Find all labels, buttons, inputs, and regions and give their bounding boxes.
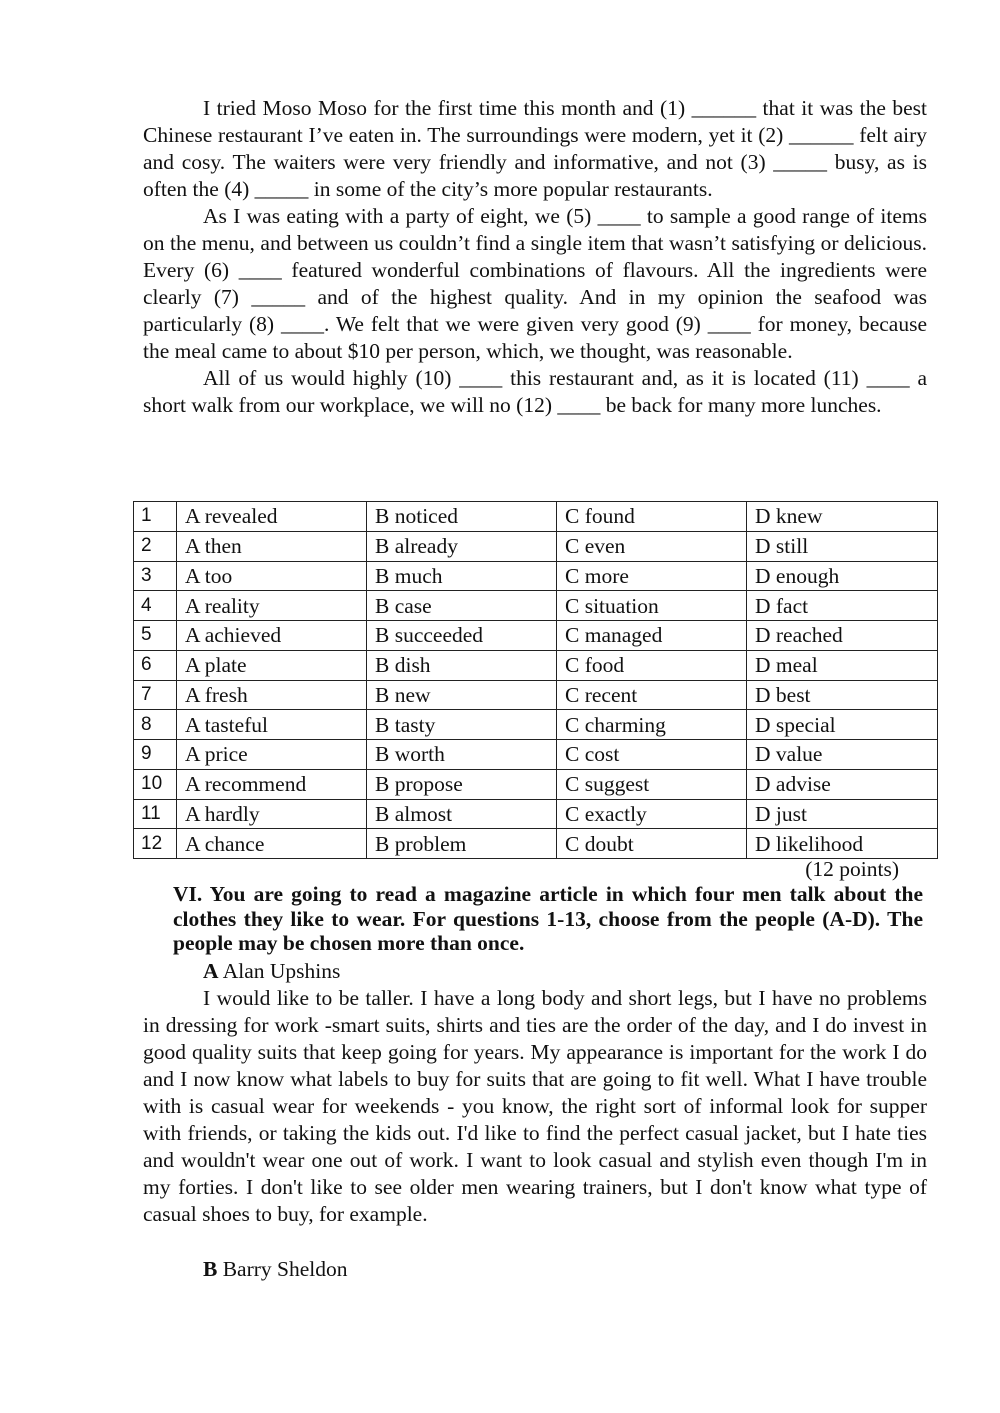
option-b: B tasty	[367, 710, 557, 740]
question-number: 12	[134, 829, 177, 859]
table-row	[134, 591, 938, 621]
option-d: D just	[747, 799, 938, 829]
option-d: D reached	[747, 621, 938, 651]
option-b: B problem	[367, 829, 557, 859]
section-vi-instructions: VI. You are going to read a magazine article in which four men talk about the clothes they like to wear. For questions 1-13, choose from the people (A-D). The people may be chosen more than once.	[173, 882, 923, 955]
cloze-passage	[143, 95, 927, 419]
option-b: B propose	[367, 769, 557, 799]
option-a: A recommend	[177, 769, 367, 799]
option-b: B new	[367, 680, 557, 710]
option-c: C charming	[557, 710, 747, 740]
table-row	[134, 650, 938, 680]
option-b: B already	[367, 531, 557, 561]
option-b: B noticed	[367, 502, 557, 532]
option-c: C food	[557, 650, 747, 680]
option-d: D meal	[747, 650, 938, 680]
table-row	[134, 561, 938, 591]
table-row	[134, 502, 938, 532]
table-row	[134, 740, 938, 770]
option-d: D special	[747, 710, 938, 740]
option-b: B much	[367, 561, 557, 591]
option-a: A revealed	[177, 502, 367, 532]
table-row	[134, 680, 938, 710]
option-c: C managed	[557, 621, 747, 651]
passage-paragraph-3: All of us would highly (10) ____ this restaurant and, as it is located (11) ____ a short walk from our workplace, we will no (12) ____ be back for many more lunches.	[143, 366, 927, 417]
option-a: A hardly	[177, 799, 367, 829]
table-row	[134, 621, 938, 651]
option-c: C recent	[557, 680, 747, 710]
person-a-section	[143, 985, 927, 1228]
passage-paragraph-2: As I was eating with a party of eight, we (5) ____ to sample a good range of items on the menu, and between us couldn’t find a single item that wasn’t satisfying or delicious. Every (6) ____ featured wonderful combinations of flavours. All the ingredients were clearly (7) _____ and of the highest quality. And in my opinion the seafood was particularly (8) ____. We felt that we were given very good (9) ____ for money, because the meal came to about $10 per person, which, we thought, was reasonable.	[143, 204, 927, 363]
option-d: D likelihood	[747, 829, 938, 859]
question-number: 10	[134, 769, 177, 799]
question-number: 3	[134, 561, 177, 591]
option-d: D best	[747, 680, 938, 710]
table-row	[134, 799, 938, 829]
person-a-letter: A	[203, 959, 219, 983]
points-label: (12 points)	[805, 857, 899, 881]
option-b: B case	[367, 591, 557, 621]
table-row	[134, 710, 938, 740]
option-c: C suggest	[557, 769, 747, 799]
option-d: D still	[747, 531, 938, 561]
question-number: 9	[134, 740, 177, 770]
table-row	[134, 531, 938, 561]
question-number: 6	[134, 650, 177, 680]
option-a: A chance	[177, 829, 367, 859]
option-c: C even	[557, 531, 747, 561]
option-d: D enough	[747, 561, 938, 591]
question-number: 5	[134, 621, 177, 651]
passage-paragraph-1: I tried Moso Moso for the first time this month and (1) ______ that it was the best Chinese restaurant I’ve eaten in. The surroundings were modern, yet it (2) ______ felt airy and cosy. The waiters were very friendly and informative, and not (3) _____ busy, as is often the (4) _____ in some of the city’s more popular restaurants.	[143, 96, 927, 201]
person-b-heading	[203, 1256, 348, 1283]
question-number: 1	[134, 502, 177, 532]
option-b: B almost	[367, 799, 557, 829]
option-d: D fact	[747, 591, 938, 621]
question-number: 7	[134, 680, 177, 710]
option-a: A too	[177, 561, 367, 591]
person-a-text: I would like to be taller. I have a long body and short legs, but I have no problems in dressing for work -smart suits, shirts and ties are the order of the day, and I do invest in good quality suits that keep going for years. My appearance is important for the work I do and I now know what labels to buy for suits that are going to fit well. What I have trouble with is casual wear for weekends - you know, the right sort of informal look for supper with friends, or taking the kids out. I'd like to find the perfect casual jacket, but I hate ties and wouldn't wear one out of work. I want to look casual and stylish even though I'm in my forties. I don't like to see older men wearing trainers, but I don't know what type of casual shoes to buy, for example.	[143, 986, 927, 1226]
option-d: D value	[747, 740, 938, 770]
table-row	[134, 829, 938, 859]
person-b-name: Barry Sheldon	[222, 1257, 348, 1281]
option-c: C situation	[557, 591, 747, 621]
option-a: A tasteful	[177, 710, 367, 740]
question-number: 8	[134, 710, 177, 740]
option-c: C exactly	[557, 799, 747, 829]
answer-options-table	[133, 501, 938, 859]
option-a: A plate	[177, 650, 367, 680]
question-number: 2	[134, 531, 177, 561]
option-a: A achieved	[177, 621, 367, 651]
option-b: B succeeded	[367, 621, 557, 651]
option-c: C cost	[557, 740, 747, 770]
option-a: A fresh	[177, 680, 367, 710]
person-a-name: Alan Upshins	[222, 959, 341, 983]
person-a-heading	[203, 958, 340, 985]
option-a: A then	[177, 531, 367, 561]
option-c: C more	[557, 561, 747, 591]
option-d: D knew	[747, 502, 938, 532]
option-d: D advise	[747, 769, 938, 799]
option-c: C found	[557, 502, 747, 532]
question-number: 11	[134, 799, 177, 829]
option-b: B worth	[367, 740, 557, 770]
question-number: 4	[134, 591, 177, 621]
table-row	[134, 769, 938, 799]
option-a: A price	[177, 740, 367, 770]
option-b: B dish	[367, 650, 557, 680]
option-c: C doubt	[557, 829, 747, 859]
option-a: A reality	[177, 591, 367, 621]
person-b-letter: B	[203, 1257, 218, 1281]
